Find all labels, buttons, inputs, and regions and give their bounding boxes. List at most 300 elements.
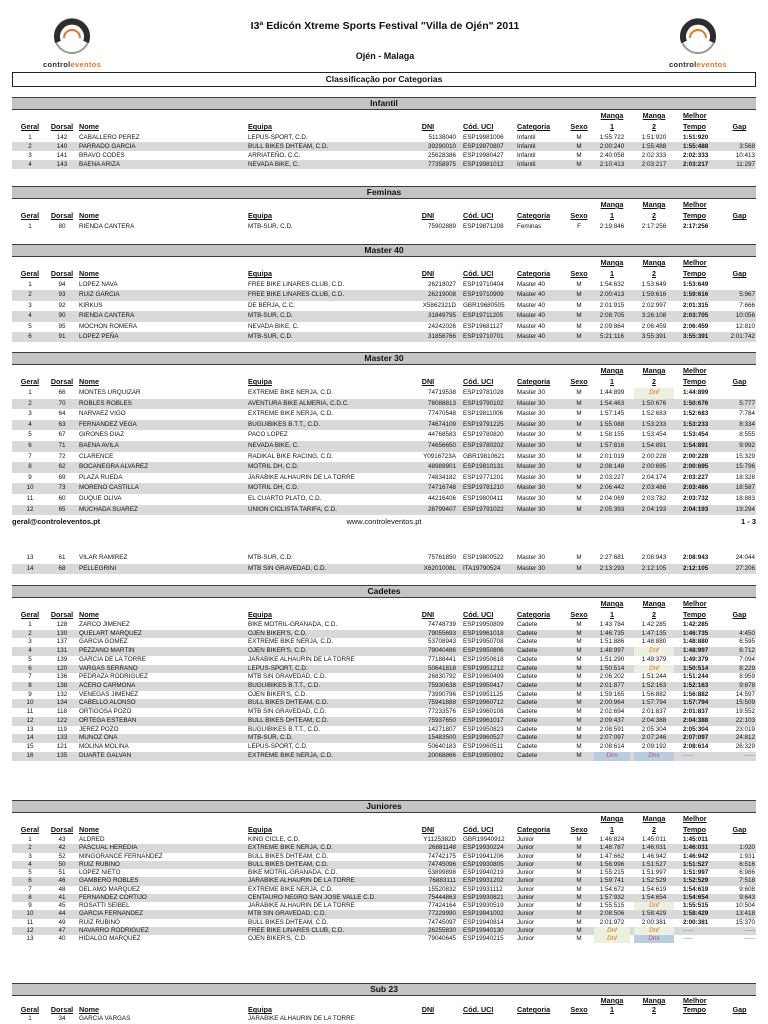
cell-gap: [724, 1015, 755, 1023]
cell-uci: ESP19981012: [463, 161, 504, 168]
cell-dni: 74748739: [427, 621, 456, 628]
page-number: 1 - 3: [740, 517, 756, 526]
table-row: [12, 919, 756, 927]
cell-geral: 2: [28, 399, 32, 407]
cell-equipa: MOTRIL DH, C.D.: [248, 463, 299, 471]
cell-equipa: BULL BIKES DHTEAM, C.D.: [248, 918, 329, 926]
cell-sexo: M: [576, 312, 582, 320]
column-header-nome: Nome: [79, 122, 99, 131]
column-header-geral: Geral: [20, 825, 40, 834]
column-header-cat: Categoria: [517, 825, 551, 834]
cell-best: 1:52:683: [683, 410, 709, 418]
cell-equipa: UNION CICLISTA TARIFA, C.D.: [248, 505, 337, 513]
cell-m2: 2:00:695: [641, 463, 667, 471]
cell-m1: 2:03:227: [599, 473, 625, 481]
cell-sexo: M: [576, 725, 582, 733]
column-header-gap: Gap: [732, 1005, 747, 1014]
cell-m2: 2:03:217: [641, 161, 667, 168]
cell-geral: 3: [28, 638, 32, 646]
column-header-m1: 1: [610, 122, 614, 131]
cell-sexo: M: [576, 926, 582, 934]
table-row: [12, 877, 756, 885]
cell-m1: 2:08:614: [599, 743, 625, 751]
cell-m2: 1:53:454: [641, 431, 667, 439]
cell-dorsal: 135: [56, 751, 68, 759]
cell-dni: 51138040: [428, 134, 456, 141]
column-header-m2-top: Manga: [642, 366, 666, 375]
cell-cat: Master 40: [517, 312, 545, 320]
cell-dni: 74656650: [427, 441, 456, 449]
cell-dorsal: 67: [58, 431, 66, 439]
section-title: Sub 23: [12, 983, 756, 996]
cell-gap: 6:595: [739, 638, 755, 646]
cell-dorsal: 45: [58, 902, 66, 909]
section-title: Master 40: [12, 244, 756, 257]
cell-nome: ACERO CARMONA: [79, 682, 136, 690]
table-row: [12, 743, 756, 752]
cell-dorsal: 41: [58, 893, 66, 901]
cell-sexo: M: [576, 505, 582, 513]
cell-uci: GBR19810621: [463, 452, 505, 460]
cell-geral: 3: [28, 852, 32, 860]
table-row: [12, 708, 756, 717]
cell-dni: 75444863: [427, 893, 456, 901]
cell-geral: 8: [28, 893, 32, 901]
cell-dni: X5862321D: [422, 301, 456, 309]
cell-geral: 9: [28, 690, 32, 698]
cell-sexo: M: [576, 902, 582, 909]
cell-m2: 1:52:683: [641, 410, 667, 418]
cell-cat: Master 30: [517, 494, 545, 502]
cell-equipa: EXTREME BIKE NERJA, C.D.: [248, 844, 334, 852]
cell-sexo: M: [576, 877, 582, 885]
controleventos-logo-icon: [50, 16, 94, 56]
cell-gap: 8:229: [739, 664, 755, 672]
cell-cat: Junior: [517, 902, 535, 909]
cell-cat: Master 30: [517, 399, 545, 407]
results-table: [12, 388, 756, 515]
table-row: [12, 420, 756, 431]
cell-sexo: M: [576, 152, 582, 159]
column-header-sexo: Sexo: [570, 825, 588, 834]
cell-uci: ESP19930805: [463, 860, 504, 868]
cell-geral: 2: [28, 143, 32, 150]
cell-nome: GARCIA FERNANDEZ: [79, 910, 144, 918]
cell-equipa: NEVADA BIKE, C.: [248, 322, 299, 330]
cell-best: 2:12:105: [683, 564, 709, 572]
cell-uci: GBR19940912: [463, 836, 505, 843]
cell-uci: ESP19940215: [463, 935, 504, 942]
cell-nome: FERNANDEZ VEGA: [79, 420, 137, 428]
cell-cat: Cadete: [517, 751, 538, 759]
logo-text-eventos: eventos: [70, 60, 101, 69]
cell-nome: HIDALGO MARQUEZ: [79, 935, 141, 942]
cell-sexo: M: [576, 664, 582, 672]
cell-best: 2:08:614: [683, 743, 709, 751]
cell-sexo: M: [576, 844, 582, 852]
cell-m2: 1:59:616: [641, 291, 667, 299]
column-header-gap: Gap: [732, 269, 747, 278]
cell-equipa: ARRIATEÑO, C.C.: [248, 152, 301, 159]
cell-nome: DUQUE OLIVA: [79, 494, 122, 502]
cell-uci: ESP19800522: [463, 554, 504, 561]
cell-dorsal: 62: [58, 463, 66, 471]
cell-best: 1:54:654: [683, 893, 709, 901]
cell-dni: 14271807: [427, 725, 456, 733]
cell-nome: PEZZANO MARTIN: [79, 647, 135, 655]
cell-gap: [724, 621, 755, 630]
cell-nome: ORTEGA ESTEBAN: [79, 716, 137, 724]
cell-best: 1:46:031: [683, 844, 709, 852]
cell-nome: ORTIGOSA POZO: [79, 708, 132, 716]
cell-dorsal: 130: [56, 629, 68, 637]
cell-uci: ESP19941002: [463, 910, 504, 918]
cell-nome: PASCUAL HEREDIA: [79, 844, 138, 852]
cell-sexo: M: [576, 885, 582, 893]
column-header-m1: 1: [610, 377, 614, 386]
cell-dni: 50640183: [427, 743, 456, 751]
logo-text-control: control: [43, 60, 71, 69]
cell-uci: ESP19950417: [463, 682, 504, 690]
cell-dni: 77233576: [427, 708, 456, 716]
cell-m2: 2:07:246: [641, 734, 667, 742]
cell-gap: 26:329: [735, 743, 755, 751]
logo-wordmark: [16, 60, 128, 69]
cell-m1: 2:08:506: [599, 910, 625, 918]
column-header-geral: Geral: [20, 211, 40, 220]
cell-gap: -----: [744, 751, 755, 759]
cell-geral: 14: [26, 734, 34, 742]
column-header-m2-top: Manga: [642, 996, 666, 1005]
event-title: I3ª Edicón Xtreme Sports Festival "Villa de Ojén" 2011: [250, 20, 520, 32]
column-header-m2-top: Manga: [642, 258, 666, 267]
cell-m2: Dnf: [634, 647, 674, 656]
cell-m2: 1:53:233: [641, 420, 667, 428]
cell-m1: 2:02:694: [599, 708, 625, 716]
cell-gap: 24:812: [735, 734, 755, 742]
cell-geral: 4: [28, 860, 32, 868]
table-row: [12, 409, 756, 420]
cell-best: 1:50:676: [683, 399, 709, 407]
cell-uci: ITA19790524: [463, 564, 501, 572]
cell-dorsal: 139: [56, 655, 68, 663]
table-row: [12, 630, 756, 639]
column-header-top: [12, 200, 756, 210]
cell-geral: 10: [26, 910, 34, 918]
column-header-m1-top: Manga: [600, 366, 624, 375]
cell-geral: 1: [28, 389, 32, 396]
column-header-nome: Nome: [79, 825, 99, 834]
cell-nome: LOPEZ PEÑA: [79, 332, 119, 340]
cell-dni: 74716748: [427, 484, 456, 492]
table-row: [12, 301, 756, 311]
cell-m2: 2:00:228: [641, 452, 667, 460]
cell-nome: CABELLO ALONSO: [79, 699, 136, 707]
cell-m1: 1:48:997: [599, 647, 625, 655]
cell-geral: 7: [28, 885, 32, 893]
cell-geral: 3: [28, 410, 32, 418]
cell-cat: Junior: [517, 844, 535, 852]
cell-gap: 15:509: [735, 699, 755, 707]
cell-cat: Master 30: [517, 420, 545, 428]
cell-uci: ESP19950823: [463, 725, 504, 733]
table-row: [12, 665, 756, 674]
cell-m2: 1:42:285: [641, 621, 667, 628]
cell-cat: Master 40: [517, 322, 545, 330]
cell-equipa: MTB SIN GRAVEDAD, C.D.: [248, 673, 327, 681]
table-row: [12, 836, 756, 844]
column-header-sexo: Sexo: [570, 377, 588, 386]
cell-cat: Master 40: [517, 301, 545, 309]
cell-equipa: BULL BIKES DHTEAM, C.D.: [248, 143, 329, 150]
column-header-uci: Cód. UCI: [463, 269, 494, 278]
cell-uci: ESP19960108: [463, 708, 504, 716]
cell-geral: 3: [28, 152, 32, 159]
cell-dni: 50641818: [427, 664, 456, 672]
cell-geral: 12: [26, 926, 34, 934]
cell-equipa: JARABIKE ALHAURIN DE LA TORRE: [248, 1015, 355, 1022]
cell-best: 1:54:891: [683, 441, 709, 449]
column-header-m1-top: Manga: [600, 200, 624, 209]
cell-m1: 1:57:932: [599, 893, 625, 901]
column-header-cat: Categoria: [517, 269, 551, 278]
cell-gap: 6:712: [739, 647, 755, 655]
cell-dni: 53899898: [427, 869, 456, 876]
cell-m1: 2:27:681: [599, 554, 625, 561]
cell-dorsal: 65: [58, 505, 66, 513]
cell-uci: ESP19930224: [463, 844, 504, 852]
cell-cat: Cadete: [517, 647, 538, 655]
cell-m1: 2:06:202: [599, 673, 625, 681]
cell-cat: Junior: [517, 852, 535, 860]
cell-nome: ALDRED: [79, 836, 105, 843]
cell-cat: Master 30: [517, 431, 545, 439]
cell-nome: RUIZ RUBIÑO: [79, 918, 120, 926]
cell-cat: Infantil: [517, 152, 536, 159]
cell-uci: ESP19961017: [463, 716, 504, 724]
logo-wordmark: [642, 60, 754, 69]
cell-best: 2:06:459: [683, 322, 709, 330]
column-header-equipa: Equipa: [248, 122, 272, 131]
cell-best: 1:42:285: [683, 621, 709, 628]
cell-sexo: M: [576, 836, 582, 843]
cell-sexo: M: [576, 291, 582, 299]
cell-dni: 79040486: [427, 647, 456, 655]
cell-dorsal: 90: [58, 312, 66, 320]
cell-uci: ESP19781210: [463, 484, 504, 492]
column-header-geral: Geral: [20, 122, 40, 131]
cell-dni: 24242026: [427, 322, 456, 330]
cell-dni: 74674109: [427, 420, 456, 428]
column-header-gap: Gap: [732, 377, 747, 386]
cell-equipa: OJEN BIKER'S, C.D.: [248, 935, 307, 942]
cell-gap: 24:044: [735, 554, 755, 561]
cell-equipa: BIKE MOTRIL-GRANADA, C.D.: [248, 869, 338, 876]
cell-geral: 1: [28, 223, 32, 230]
cell-dorsal: 70: [58, 399, 66, 407]
cell-m1: 1:44:899: [599, 389, 625, 396]
cell-dni: 53708943: [427, 638, 456, 646]
cell-uci: ESP19710909: [463, 291, 504, 299]
cell-dorsal: 134: [56, 699, 68, 707]
cell-uci: ESP19950809: [463, 621, 504, 628]
cell-dorsal: 51: [58, 869, 66, 876]
cell-gap: 27:206: [735, 564, 755, 572]
column-header-m1: 1: [610, 610, 614, 619]
cell-geral: 7: [28, 452, 32, 460]
cell-dni: 26830792: [427, 673, 456, 681]
cell-m2: 2:00:381: [641, 918, 667, 926]
cell-equipa: EXTREME BIKE NERJA, C.D.: [248, 638, 334, 646]
cell-m2: 1:51:997: [641, 869, 667, 876]
column-header-m1: 1: [610, 825, 614, 834]
column-header-cat: Categoria: [517, 1005, 551, 1014]
column-header-m1-top: Manga: [600, 814, 624, 823]
cell-m2: [634, 1015, 674, 1023]
cell-gap: 8:555: [739, 431, 755, 439]
cell-m2: 2:06:459: [641, 322, 667, 330]
cell-gap: 23:019: [735, 725, 755, 733]
results-table: [12, 621, 756, 761]
column-header-gap: Gap: [732, 825, 747, 834]
cell-sexo: M: [576, 410, 582, 418]
cell-m1: 2:01:877: [599, 682, 625, 690]
cell-geral: 11: [26, 918, 34, 926]
cell-cat: Master 40: [517, 332, 545, 340]
cell-best: 3:55:391: [683, 332, 709, 340]
cell-geral: 14: [26, 564, 34, 572]
cell-uci: ESP19930519: [463, 902, 504, 909]
cell-uci: ESP19960527: [463, 734, 504, 742]
results-table: [12, 133, 756, 169]
cell-equipa: LEPUS-SPORT, C.D.: [248, 134, 308, 141]
cell-sexo: F: [577, 223, 581, 230]
cell-nome: MUCHADA SUAREZ: [79, 505, 138, 513]
column-header-top: [12, 814, 756, 824]
cell-sexo: M: [576, 860, 582, 868]
cell-cat: Junior: [517, 893, 535, 901]
cell-cat: Junior: [517, 869, 535, 876]
cell-gap: 18:328: [735, 473, 755, 481]
cell-m1: 2:08:591: [599, 725, 625, 733]
cell-dni: 25628386: [427, 152, 456, 159]
column-header-best-top: Melhor: [683, 366, 707, 375]
controleventos-logo-left: [16, 16, 128, 72]
cell-geral: 9: [28, 473, 32, 481]
column-header-uci: Cód. UCI: [463, 825, 494, 834]
cell-dni: 15483500: [427, 734, 456, 742]
cell-dorsal: 118: [56, 708, 68, 716]
cell-best: 1:57:794: [683, 699, 709, 707]
cell-m1: 1:51:886: [599, 638, 625, 646]
cell-m1: 1:46:735: [599, 629, 625, 637]
cell-best: 1:45:011: [683, 836, 708, 843]
cell-best: 1:53:649: [683, 281, 709, 288]
cell-geral: 1: [28, 134, 32, 141]
column-header-equipa: Equipa: [248, 211, 272, 220]
controleventos-logo-right: [642, 16, 754, 72]
cell-uci: ESP19931202: [463, 877, 504, 885]
column-header: [12, 1005, 756, 1015]
cell-m2: 2:04:193: [641, 505, 667, 513]
cell-gap: 5:777: [739, 399, 755, 407]
cell-uci: ESP19800411: [463, 494, 504, 502]
column-header: [12, 269, 756, 279]
cell-gap: [724, 388, 755, 399]
cell-dorsal: 68: [58, 564, 66, 572]
cell-cat: Junior: [517, 836, 535, 843]
column-header-m2: 2: [652, 610, 656, 619]
cell-cat: Cadete: [517, 716, 538, 724]
cell-m1: 1:54:632: [599, 281, 625, 288]
cell-gap: [724, 836, 755, 844]
cell-dorsal: 42: [58, 844, 66, 852]
column-header-m2-top: Manga: [642, 599, 666, 608]
cell-cat: Junior: [517, 918, 535, 926]
footer-website[interactable]: www.controleventos.pt: [346, 517, 422, 526]
table-row: [12, 691, 756, 700]
cell-sexo: M: [576, 918, 582, 926]
cell-m1: 1:59:741: [599, 877, 625, 885]
cell-uci: ESP19951212: [463, 664, 504, 672]
cell-best: 2:08:943: [683, 554, 709, 561]
cell-gap: 18:883: [735, 494, 755, 502]
results-table: [12, 222, 756, 231]
event-location: Ojén - Malaga: [355, 51, 415, 61]
cell-geral: 6: [28, 664, 32, 672]
cell-m2: 1:51:920: [641, 134, 667, 141]
cell-dorsal: 122: [56, 716, 68, 724]
cell-nome: DEL AMO MARQUEZ: [79, 885, 140, 893]
cell-gap: 1:020: [739, 844, 755, 852]
cell-equipa: LEPUS-SPORT, C.D.: [248, 664, 308, 672]
cell-best: 1:55:515: [683, 902, 709, 909]
cell-dorsal: 61: [58, 554, 66, 561]
cell-dni: 74719538: [427, 389, 456, 396]
cell-m1: 2:10:413: [599, 161, 625, 168]
cell-nome: RUIZ GARCIA: [79, 291, 120, 299]
column-header-dorsal: Dorsal: [50, 825, 74, 834]
cell-equipa: BULL BIKES DHTEAM, C.D.: [248, 699, 329, 707]
cell-uci: ESP19780202: [463, 441, 504, 449]
cell-m1: 1:54:672: [599, 885, 625, 893]
cell-m1: 1:55:515: [599, 902, 625, 909]
cell-equipa: BIKE MOTRIL-GRANADA, C.D.: [248, 621, 338, 628]
table-row: [12, 717, 756, 726]
cell-sexo: M: [576, 734, 582, 742]
cell-m1: Dnf: [594, 927, 630, 935]
cell-cat: Master 30: [517, 473, 545, 481]
cell-best: 1:53:233: [683, 420, 709, 428]
cell-dorsal: 60: [58, 494, 66, 502]
cell-m1: 2:00:240: [599, 143, 625, 150]
footer-email[interactable]: geral@controleventos.pt: [12, 517, 101, 526]
cell-sexo: M: [576, 647, 582, 655]
column-header-dorsal: Dorsal: [50, 211, 74, 220]
table-row: [12, 869, 756, 877]
cell-sexo: M: [576, 655, 582, 663]
cell-sexo: M: [576, 638, 582, 646]
cell-gap: [724, 222, 755, 231]
cell-best: -----: [683, 926, 694, 934]
cell-best: 2:01:315: [683, 301, 709, 309]
cell-dni: 31856766: [427, 332, 456, 340]
column-header-equipa: Equipa: [248, 269, 272, 278]
column-header-m2: 2: [652, 122, 656, 131]
table-row: [12, 647, 756, 656]
table-row: [12, 699, 756, 708]
cell-uci: ESP19951125: [463, 690, 504, 698]
